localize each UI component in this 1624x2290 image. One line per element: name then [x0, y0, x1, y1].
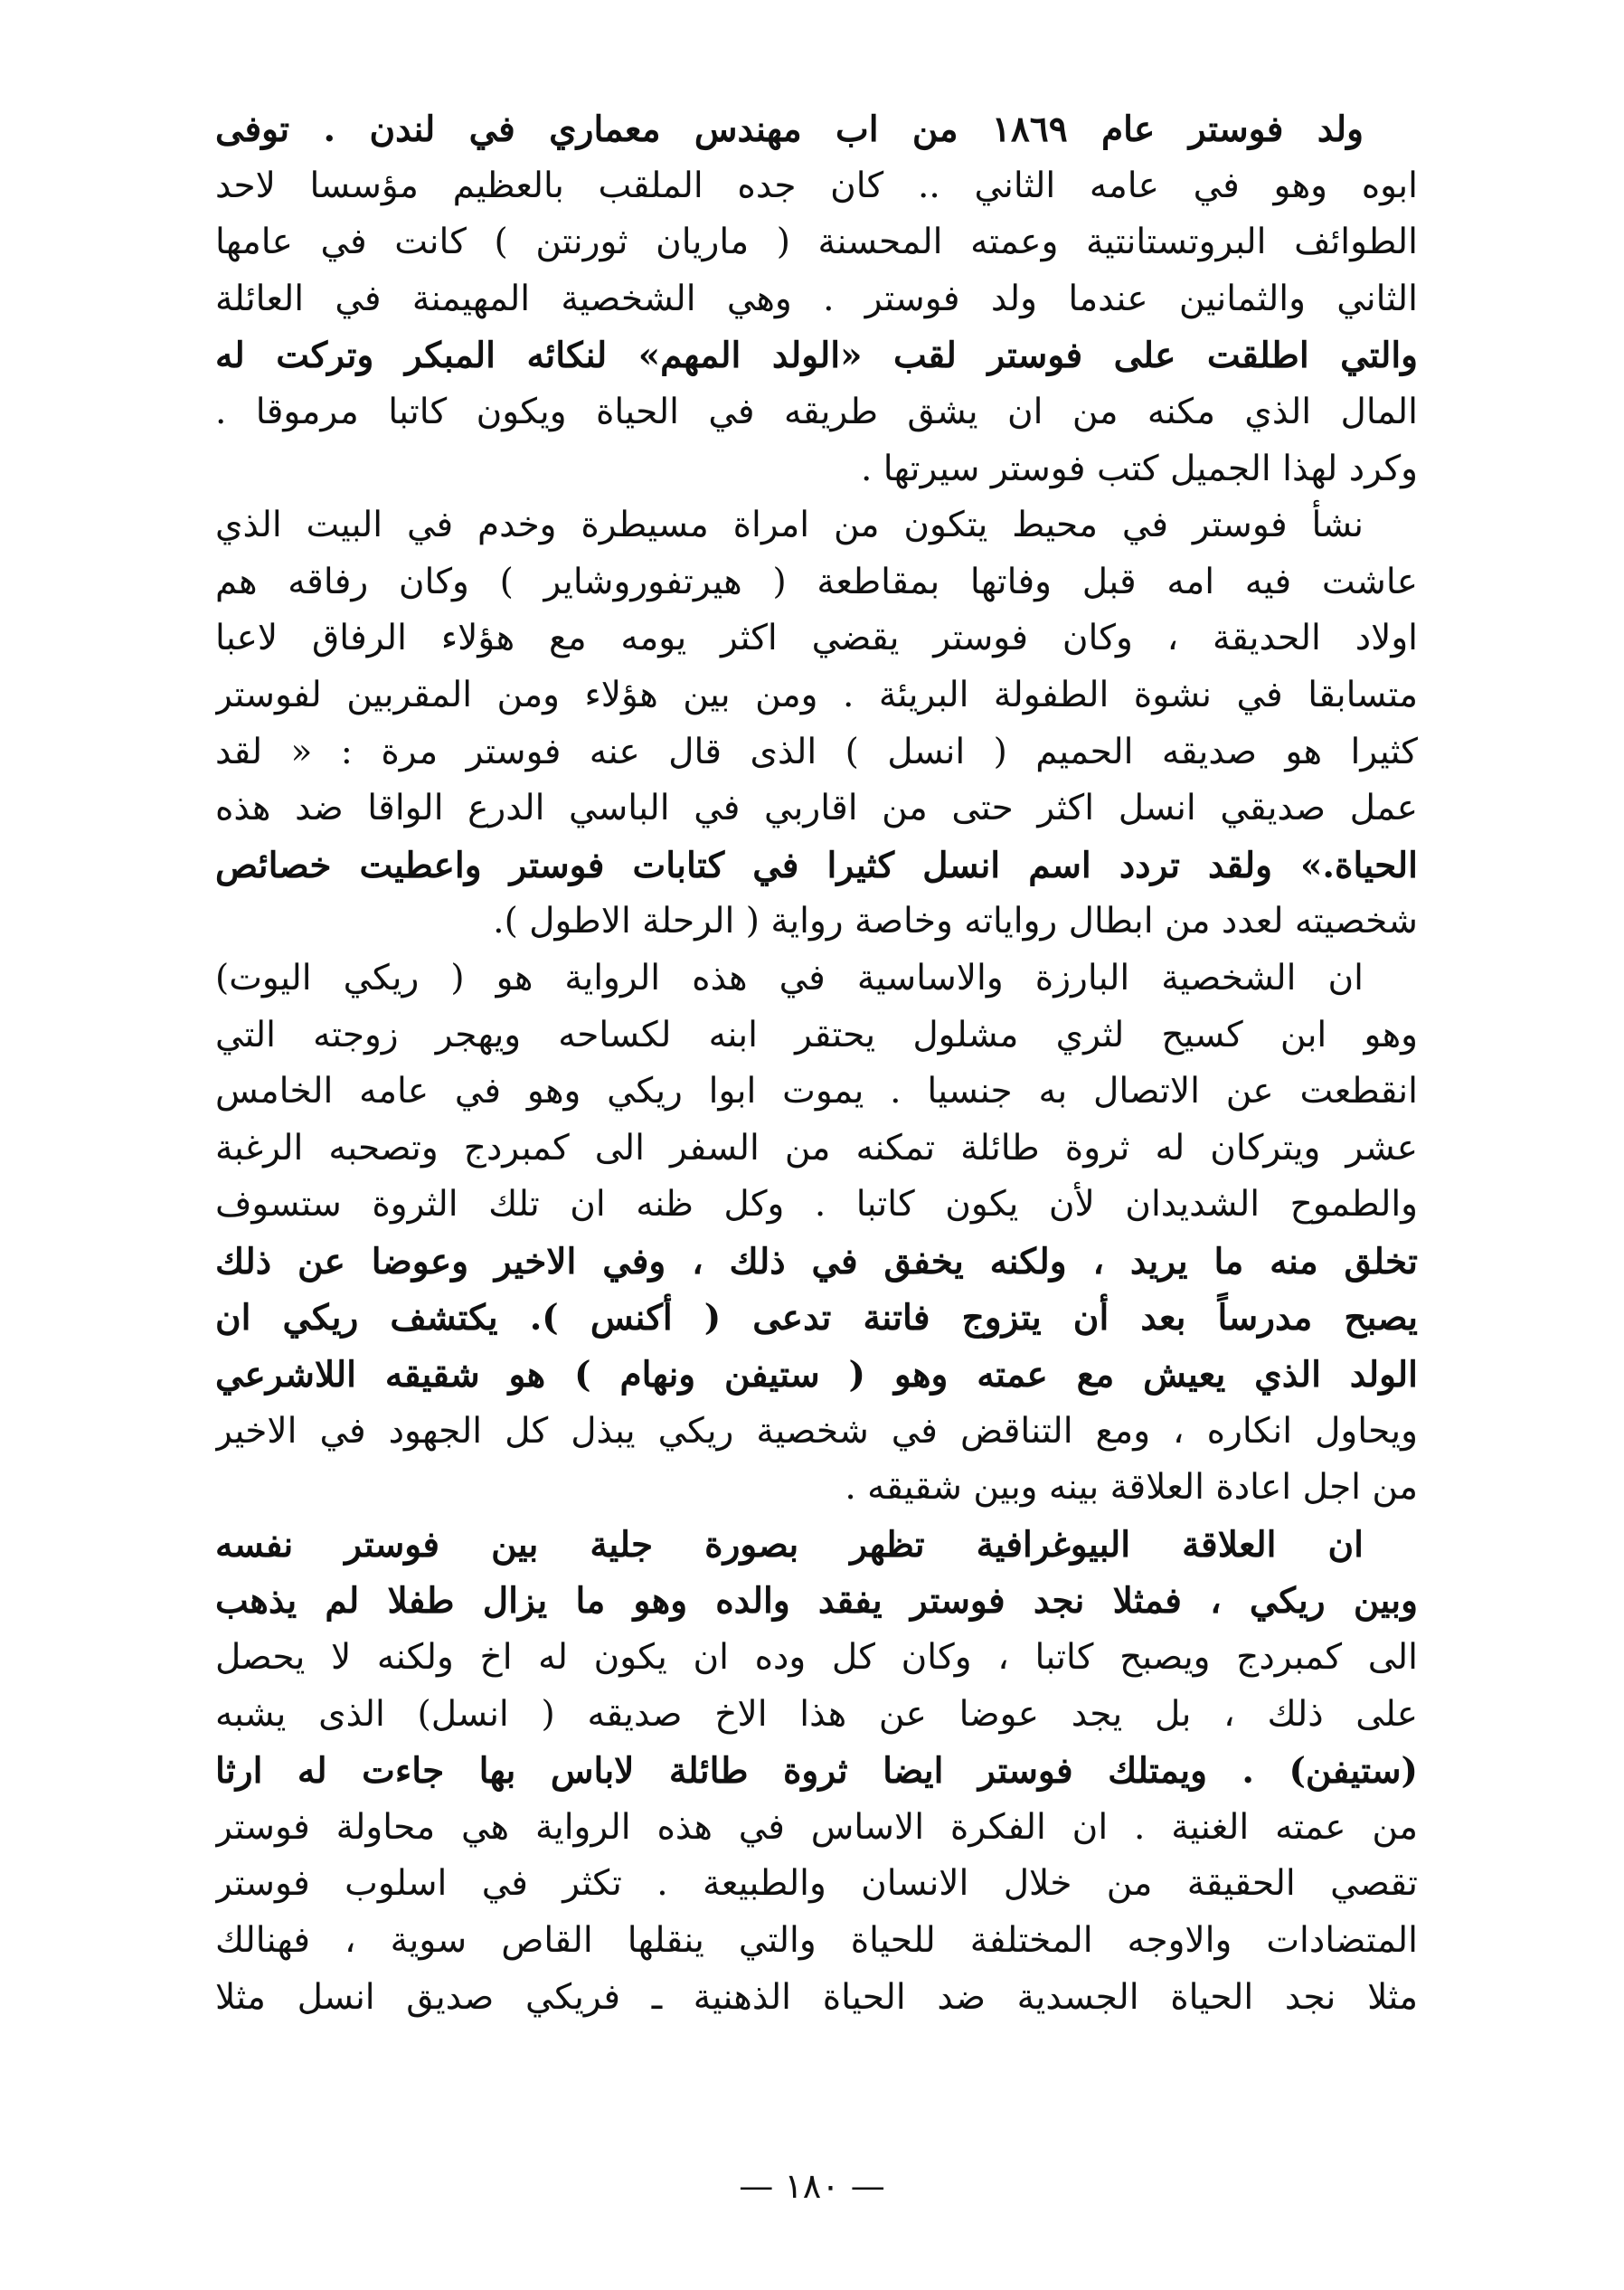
text-line: عشر ويتركان له ثروة طائلة تمكنه من السفر الى كمبردج وتصحبه الرغبة — [215, 1127, 1418, 1169]
text-line: عمل صديقي انسل اكثر حتى من اقاربي في الباسي الدرع الواقا ضد هذه — [215, 788, 1418, 829]
text-line: ان العلاقة البيوغرافية تظهر بصورة جلية بين فوستر نفسه — [215, 1523, 1364, 1566]
text-line: تخلق منه ما يريد ، ولكنه يخفق في ذلك ، وفي الاخير وعوضا عن ذلك — [215, 1240, 1418, 1282]
text-line: وهو ابن كسيح لثري مشلول يحتقر ابنه لكساحه ويهجر زوجته التي — [215, 1014, 1418, 1055]
text-line: ولد فوستر عام ١٨٦٩ من اب مهندس معماري في لندن . توفى — [215, 109, 1364, 150]
text-line: يصبح مدرساً بعد أن يتزوج فاتنة تدعى ( أكنس ). يكتشف ريكي ان — [215, 1297, 1418, 1339]
text-line: الثاني والثمانين عندما ولد فوستر . وهي الشخصية المهيمنة في العائلة — [215, 278, 1418, 319]
text-line: وكرد لهذا الجميل كتب فوستر سيرتها . — [860, 448, 1418, 489]
body-text — [215, 101, 1418, 2026]
text-line: الحياة.» ولقد تردد اسم انسل كثيرا في كتابات فوستر واعطيت خصائص — [215, 844, 1418, 886]
text-line: المتضادات والاوجه المختلفة للحياة والتي ينقلها القاص سوية ، فهنالك — [215, 1920, 1418, 1961]
page-number: — ١٨٠ — — [739, 2166, 885, 2206]
text-line: من عمته الغنية . ان الفكرة الاساس في هذه الرواية هي محاولة فوستر — [215, 1806, 1418, 1848]
text-line: ان الشخصية البارزة والاساسية في هذه الرواية هو ( ريكي اليوت) — [215, 957, 1364, 998]
text-line: كثيرا هو صديقه الحميم ( انسل ) الذى قال عنه فوستر مرة : « لقد — [215, 731, 1418, 772]
text-line: المال الذي مكنه من ان يشق طريقه في الحياة ويكون كاتبا مرموقا . — [215, 391, 1418, 432]
text-line: الطوائف البروتستانتية وعمته المحسنة ( ماريان ثورنتن ) كانت في عامها — [215, 222, 1418, 263]
text-line: (ستيفن) . ويمتلك فوستر ايضا ثروة طائلة لاباس بها جاءت له ارثا — [215, 1750, 1418, 1793]
text-line: على ذلك ، بل يجد عوضا عن هذا الاخ صديقه ( انسل) الذى يشبه — [215, 1693, 1418, 1735]
text-line: شخصيته لعدد من ابطال رواياته وخاصة رواية ( الرحلة الاطول ). — [493, 901, 1418, 942]
text-line: تقصي الحقيقة من خلال الانسان والطبيعة . تكثر في اسلوب فوستر — [215, 1863, 1418, 1905]
text-line: وبين ريكي ، فمثلا نجد فوستر يفقد والده وهو ما يزال طفلا لم يذهب — [215, 1580, 1418, 1623]
text-line: ويحاول انكاره ، ومع التناقض في شخصية ريكي يبذل كل الجهود في الاخير — [215, 1410, 1418, 1452]
text-line: نشأ فوستر في محيط يتكون من امراة مسيطرة وخدم في البيت الذي — [215, 505, 1364, 546]
text-line: من اجل اعادة العلاقة بينه وبين شقيقه . — [845, 1467, 1418, 1509]
text-line: اولاد الحديقة ، وكان فوستر يقضي اكثر يومه مع هؤلاء الرفاق لاعبا — [215, 618, 1418, 659]
text-line: ابوه وهو في عامه الثاني .. كان جده الملقب بالعظيم مؤسسا لاحد — [215, 165, 1418, 206]
text-line: الى كمبردج ويصبح كاتبا ، وكان كل وده ان يكون له اخ ولكنه لا يحصل — [215, 1637, 1418, 1679]
text-line: والتي اطلقت على فوستر لقب «الولد المهم» لنكائه المبكر وتركت له — [215, 335, 1418, 377]
text-line: متسابقا في نشوة الطفولة البريئة . ومن بين هؤلاء ومن المقربين لفوستر — [215, 674, 1418, 715]
text-line: والطموح الشديدان لأن يكون كاتبا . وكل ظنه ان تلك الثروة ستسوف — [215, 1184, 1418, 1225]
text-line: الولد الذي يعيش مع عمته وهو ( ستيفن ونهام ) هو شقيقه اللاشرعي — [215, 1354, 1418, 1396]
text-line: عاشت فيه امه قبل وفاتها بمقاطعة ( هيرتفوروشاير ) وكان رفاقه هم — [215, 561, 1418, 602]
text-line: مثلا نجد الحياة الجسدية ضد الحياة الذهنية ـ فريكي صديق انسل مثلا — [215, 1976, 1418, 2018]
text-line: انقطعت عن الاتصال به جنسيا . يموت ابوا ريكي وهو في عامه الخامس — [215, 1071, 1418, 1112]
